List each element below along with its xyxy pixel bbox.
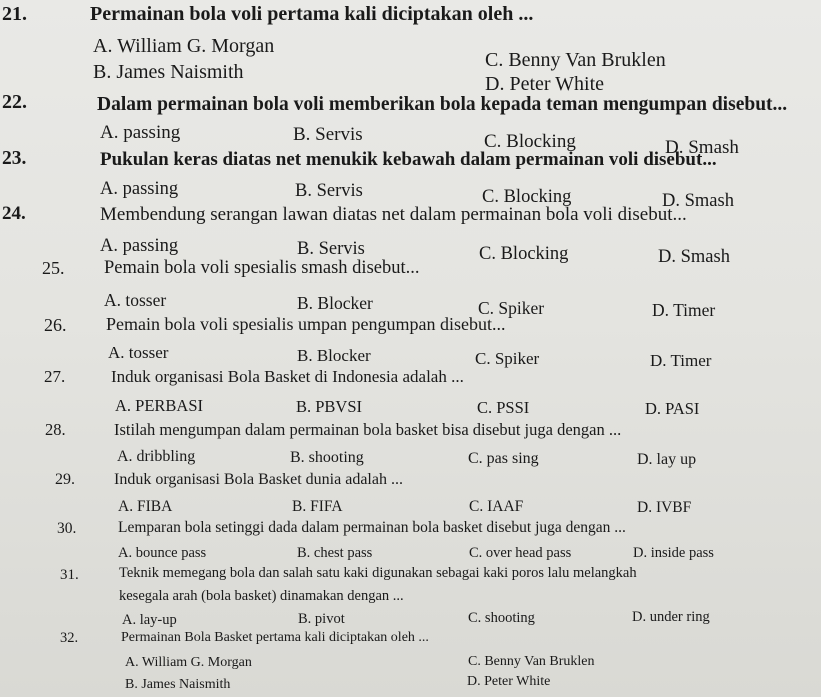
question-number: 26. <box>44 315 67 335</box>
option-a[interactable]: A. bounce pass <box>118 545 207 561</box>
option-a[interactable]: A. dribbling <box>117 448 196 465</box>
question-number: 30. <box>57 520 77 537</box>
question-text: Membendung serangan lawan diatas net dalam permainan bola voli disebut... <box>100 204 687 225</box>
option-a[interactable]: A. FIBA <box>118 498 173 515</box>
option-c[interactable]: C. Benny Van Bruklen <box>485 49 666 71</box>
option-b[interactable]: B. PBVSI <box>296 397 363 416</box>
option-a[interactable]: A. tosser <box>104 290 167 310</box>
option-c[interactable]: C. Benny Van Bruklen <box>468 654 595 669</box>
question-text: Induk organisasi Bola Basket di Indonesia adalah ... <box>111 367 464 386</box>
question-text: Induk organisasi Bola Basket dunia adalah ... <box>114 471 403 488</box>
option-a[interactable]: A. PERBASI <box>115 396 204 415</box>
question-number: 25. <box>42 258 65 278</box>
option-d[interactable]: D. IVBF <box>637 499 692 516</box>
question-text: Dalam permainan bola voli memberikan bola kepada teman mengumpan disebut... <box>97 94 788 115</box>
option-c[interactable]: C. pas sing <box>468 450 539 467</box>
question-number: 23. <box>2 148 27 169</box>
question-number: 31. <box>60 567 79 583</box>
option-d[interactable]: D. Timer <box>650 351 712 370</box>
option-a[interactable]: A. William G. Morgan <box>93 35 275 57</box>
question-number: 21. <box>2 3 27 25</box>
option-b[interactable]: B. James Naismith <box>93 61 244 83</box>
option-b[interactable]: B. shooting <box>290 449 364 466</box>
option-c[interactable]: C. shooting <box>468 610 535 626</box>
option-a[interactable]: A. William G. Morgan <box>125 655 252 670</box>
question-text: Pukulan keras diatas net menukik kebawah dalam permainan voli disebut... <box>100 149 717 170</box>
option-b[interactable]: B. Blocker <box>297 293 373 313</box>
option-a[interactable]: A. lay-up <box>122 612 177 628</box>
option-c[interactable]: C. Blocking <box>482 187 572 207</box>
question-text: Permainan Bola Basket pertama kali diciptakan oleh ... <box>121 630 429 645</box>
question-text: Pemain bola voli spesialis smash disebut... <box>104 258 420 278</box>
question-text: Lemparan bola setinggi dada dalam permainan bola basket disebut juga dengan ... <box>118 519 626 536</box>
option-c[interactable]: C. Spiker <box>475 349 540 368</box>
option-b[interactable]: B. chest pass <box>297 545 373 561</box>
option-a[interactable]: A. passing <box>100 122 181 143</box>
option-d[interactable]: D. PASI <box>645 399 700 418</box>
option-c[interactable]: C. Blocking <box>479 244 569 264</box>
option-b[interactable]: B. Blocker <box>297 346 371 365</box>
question-number: 24. <box>2 203 26 224</box>
option-b[interactable]: B. Servis <box>293 124 363 145</box>
option-d[interactable]: D. Smash <box>662 191 734 211</box>
question-text: Teknik memegang bola dan salah satu kaki digunakan sebagai kaki poros lalu melangkah <box>119 565 637 581</box>
option-b[interactable]: B. pivot <box>298 611 345 627</box>
option-d[interactable]: D. under ring <box>632 609 710 625</box>
option-d[interactable]: D. lay up <box>637 451 697 468</box>
question-text: Istilah mengumpan dalam permainan bola basket bisa disebut juga dengan ... <box>114 420 622 439</box>
option-c[interactable]: C. PSSI <box>477 398 530 417</box>
question-text: Permainan bola voli pertama kali diciptakan oleh ... <box>90 3 534 25</box>
question-number: 29. <box>55 471 75 488</box>
option-b[interactable]: B. FIFA <box>292 498 343 515</box>
option-b[interactable]: B. Servis <box>295 181 363 201</box>
question-number: 28. <box>45 420 66 439</box>
option-b[interactable]: B. James Naismith <box>125 677 231 692</box>
option-a[interactable]: A. passing <box>100 236 179 256</box>
question-number: 27. <box>44 367 66 386</box>
option-c[interactable]: C. over head pass <box>469 545 572 561</box>
question-number: 32. <box>60 630 79 646</box>
option-a[interactable]: A. tosser <box>108 343 169 362</box>
question-text: Pemain bola voli spesialis umpan pengumpan disebut... <box>106 314 506 334</box>
option-c[interactable]: C. IAAF <box>469 498 524 515</box>
option-d[interactable]: D. Smash <box>665 137 739 158</box>
question-number: 22. <box>2 91 27 113</box>
option-d[interactable]: D. inside pass <box>633 545 714 561</box>
option-d[interactable]: D. Smash <box>658 247 730 267</box>
option-d[interactable]: D. Peter White <box>485 73 605 95</box>
option-d[interactable]: D. Timer <box>652 300 716 320</box>
option-c[interactable]: C. Blocking <box>484 131 576 152</box>
question-text-line2: kesegala arah (bola basket) dinamakan dengan ... <box>119 588 404 604</box>
option-a[interactable]: A. passing <box>100 179 179 199</box>
option-d[interactable]: D. Peter White <box>467 674 551 689</box>
option-c[interactable]: C. Spiker <box>478 298 545 318</box>
option-b[interactable]: B. Servis <box>297 239 365 259</box>
